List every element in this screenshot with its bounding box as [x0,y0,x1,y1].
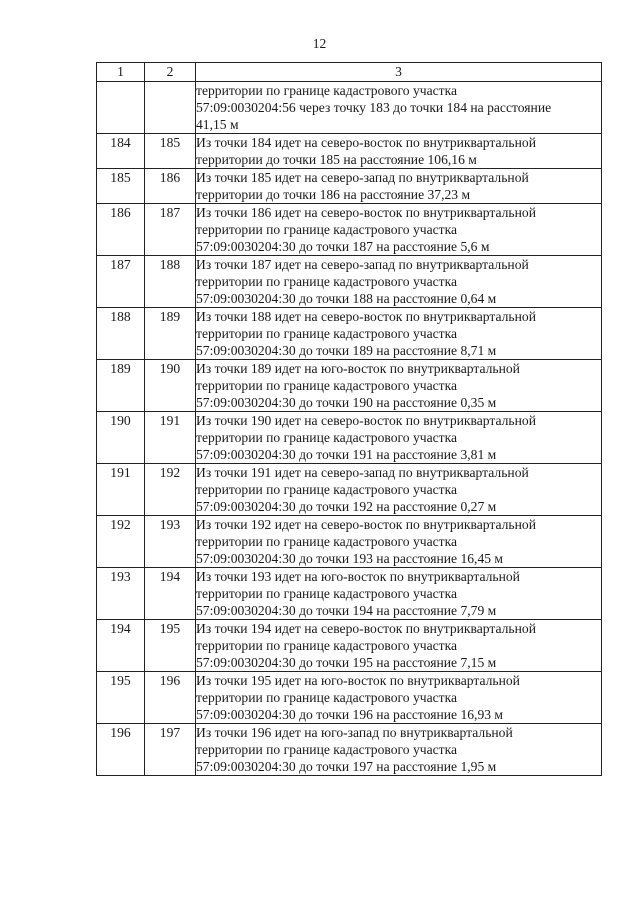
point-from-cell: 194 [97,620,145,672]
point-to-cell: 192 [145,464,196,516]
description-line: Из точки 187 идет на северо-запад по внутриквартальной [196,257,529,272]
description-line: Из точки 189 идет на юго-восток по внутриквартальной [196,361,520,376]
description-line: территории по границе кадастрового участка [196,586,458,601]
table-row [97,169,602,204]
description-line: 57:09:0030204:30 до точки 195 на расстояние 7,15 м [196,655,497,670]
point-to-cell: 190 [145,360,196,412]
point-to-cell: 194 [145,568,196,620]
description-line: территории по границе кадастрового участка [196,378,458,393]
column-header-point-from: 1 [97,63,145,82]
point-to-cell: 189 [145,308,196,360]
table-row [97,568,602,620]
description-line: Из точки 191 идет на северо-запад по внутриквартальной [196,465,529,480]
table-row [97,204,602,256]
description-line: 57:09:0030204:30 до точки 192 на расстояние 0,27 м [196,499,497,514]
boundary-description-table [96,62,602,776]
point-from-cell: 189 [97,360,145,412]
description-line: территории по границе кадастрового участка [196,638,458,653]
description-line: территории до точки 186 на расстояние 37,23 м [196,187,471,202]
table-row [97,516,602,568]
point-to-cell: 188 [145,256,196,308]
description-line: Из точки 184 идет на северо-восток по внутриквартальной [196,135,536,150]
description-cell [196,724,602,776]
point-to-cell: 185 [145,134,196,169]
point-from-cell: 187 [97,256,145,308]
description-cell [196,620,602,672]
description-cell [196,516,602,568]
table-row [97,134,602,169]
table-row [97,672,602,724]
table-row [97,724,602,776]
description-line: Из точки 194 идет на северо-восток по внутриквартальной [196,621,536,636]
table-row [97,308,602,360]
description-line: территории по границе кадастрового участка [196,222,458,237]
description-line: территории по границе кадастрового участка [196,274,458,289]
description-line: 57:09:0030204:30 до точки 190 на расстояние 0,35 м [196,395,497,410]
table-header-row [97,63,602,82]
description-line: Из точки 192 идет на северо-восток по внутриквартальной [196,517,536,532]
point-from-cell: 184 [97,134,145,169]
point-from-cell: 193 [97,568,145,620]
point-from-cell: 185 [97,169,145,204]
description-line: Из точки 185 идет на северо-запад по внутриквартальной [196,170,529,185]
column-header-description: 3 [196,63,602,82]
description-line: 57:09:0030204:30 до точки 187 на расстояние 5,6 м [196,239,490,254]
description-cell [196,360,602,412]
description-cell [196,412,602,464]
point-to-cell: 187 [145,204,196,256]
point-to-cell: 193 [145,516,196,568]
point-from-cell: 190 [97,412,145,464]
description-line: 57:09:0030204:30 до точки 191 на расстояние 3,81 м [196,447,497,462]
description-cell [196,308,602,360]
point-to-cell: 195 [145,620,196,672]
description-line: Из точки 195 идет на юго-восток по внутриквартальной [196,673,520,688]
description-cell [196,169,602,204]
description-line: Из точки 186 идет на северо-восток по внутриквартальной [196,205,536,220]
description-line: 57:09:0030204:30 до точки 189 на расстояние 8,71 м [196,343,497,358]
point-from-cell: 192 [97,516,145,568]
description-line: Из точки 196 идет на юго-запад по внутриквартальной [196,725,513,740]
point-to-cell: 186 [145,169,196,204]
point-from-cell: 186 [97,204,145,256]
description-cell [196,204,602,256]
description-line: территории по границе кадастрового участка [196,430,458,445]
description-cell [196,134,602,169]
description-cell [196,568,602,620]
description-line: территории по границе кадастрового участка [196,534,458,549]
description-line: территории по границе кадастрового участка [196,742,458,757]
table-row [97,464,602,516]
description-cell [196,672,602,724]
description-line: Из точки 190 идет на северо-восток по внутриквартальной [196,413,536,428]
column-header-point-to: 2 [145,63,196,82]
table-row [97,412,602,464]
description-line: 57:09:0030204:30 до точки 193 на расстояние 16,45 м [196,551,504,566]
description-line: Из точки 188 идет на северо-восток по внутриквартальной [196,309,536,324]
point-to-cell: 197 [145,724,196,776]
point-to-cell: 196 [145,672,196,724]
description-line: 57:09:0030204:30 до точки 194 на расстояние 7,79 м [196,603,497,618]
description-line: 57:09:0030204:30 до точки 188 на расстояние 0,64 м [196,291,497,306]
description-cell [196,82,602,134]
description-line: территории до точки 185 на расстояние 106,16 м [196,152,477,167]
point-from-cell: 188 [97,308,145,360]
description-cell [196,256,602,308]
description-cell [196,464,602,516]
page-number: 12 [312,36,327,51]
description-line: территории по границе кадастрового участка [196,326,458,341]
description-line: 41,15 м [196,117,239,132]
description-line: территории по границе кадастрового участка [196,83,458,98]
description-line: 57:09:0030204:30 до точки 197 на расстояние 1,95 м [196,759,497,774]
description-line: Из точки 193 идет на юго-восток по внутриквартальной [196,569,520,584]
table-row [97,360,602,412]
table-row [97,256,602,308]
point-from-cell: 196 [97,724,145,776]
point-to-cell [145,82,196,134]
point-to-cell: 191 [145,412,196,464]
table-row [97,620,602,672]
point-from-cell [97,82,145,134]
point-from-cell: 195 [97,672,145,724]
point-from-cell: 191 [97,464,145,516]
table-row [97,82,602,134]
description-line: территории по границе кадастрового участка [196,482,458,497]
table-body [97,82,602,776]
description-line: территории по границе кадастрового участка [196,690,458,705]
description-line: 57:09:0030204:56 через точку 183 до точки 184 на расстояние [196,100,552,115]
description-line: 57:09:0030204:30 до точки 196 на расстояние 16,93 м [196,707,504,722]
